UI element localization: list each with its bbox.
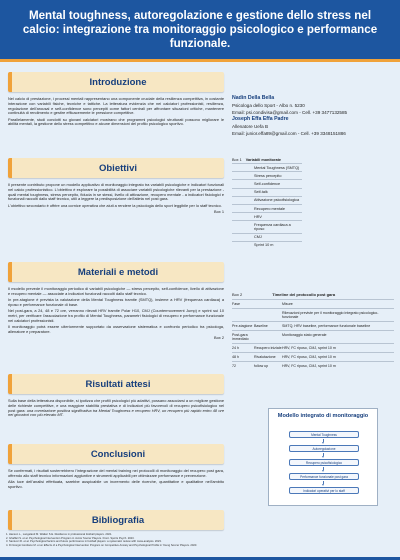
box2-cell — [254, 333, 282, 341]
author2-role: Allenatore Uefa B — [232, 124, 269, 129]
box1-item: HRV — [232, 212, 302, 220]
conclusioni-title: Conclusioni — [90, 448, 146, 460]
box2-cell: SMTQ, HRV baseline, performance funzionale baseline — [282, 324, 371, 328]
risultati-title: Risultati attesi — [85, 378, 151, 390]
obiettivi-title: Obiettivi — [98, 162, 137, 174]
metodi-paragraph: Nel post-gara, a 24, 48 e 72 ore, verranno rilevati HRV tramite Polar H10, CMJ (Countermovement Jump) e sprint sui 10 metri, per verificare l'associazione tra profilo di Mental Toughness, parametri fisiologici di recupero e performance funzionale nei calciatori professionisti. — [8, 308, 224, 323]
box2-cell: 24 h — [232, 346, 239, 350]
box2-cell: HRV, FC riposo, CMJ, sprint 10 m — [282, 355, 336, 359]
box2-cell: Post-gara immediato — [232, 333, 249, 341]
box1-item: CMJ — [232, 233, 302, 241]
box2-cell — [254, 311, 282, 319]
obiettivi-box-ref: Box 1 — [214, 208, 224, 214]
bibliografia-ref: 1. Hanson L., Langeland M. Walker S.E. Resilience in professional football players. 2021. — [6, 533, 113, 536]
box2-cell: Rivalutazione — [254, 355, 276, 359]
box2-row — [232, 330, 394, 343]
box2-cell: Pre-stagione — [232, 324, 253, 328]
box1-item: Attivazione psicofisiologica — [232, 196, 302, 204]
box1-item: Sprint 10 m — [232, 241, 302, 249]
diagram-title: Modello integrato di monitoraggio — [277, 413, 369, 419]
box1-item: Self-confidence — [232, 179, 302, 187]
box2-header-cell: Misure — [282, 302, 293, 306]
arrow-down-icon — [323, 467, 324, 470]
introduzione-title: Introduzione — [89, 76, 147, 88]
box2-cell: follow up — [254, 364, 269, 368]
poster-title: Mental toughness, autoregolazione e gestione dello stress nel calcio: integrazione tra monitoraggio psicologico e performance funzionale. — [22, 8, 378, 50]
box2-cell: 72 — [232, 364, 236, 368]
metodi-paragraph: In pre-stagione è prevista la valutazione della Mental Toughness tramite (SMTQ), insieme a HRV (frequenza cardiaca) a riposo e performance funzionale di base. — [8, 297, 224, 307]
box2-cell: Baseline — [254, 324, 268, 328]
section-header-bibliografia — [8, 510, 224, 530]
obiettivi-paragraph: L'obiettivo secondario è offrire una cornice operativa che aiuti a rendere la psicologia dello sport leggibile per lo staff tecnico. — [8, 202, 222, 208]
box1-label: Box 1 — [232, 158, 242, 162]
box2-cell: 48 h — [232, 355, 239, 359]
introduzione-paragraph: Parallelamente, studi condotti su giovani calciatori mostrano che programmi psicologici strutturati possono migliorare le abilità mentali, la gestione dello stress competitivo e alcune dimensioni del profilo psicologico sportivo. — [8, 116, 224, 127]
box2-row — [232, 308, 394, 321]
introduzione-body — [8, 97, 224, 129]
bibliografia-list — [6, 533, 394, 548]
diagram-step: Performance funzionale post gara — [289, 473, 359, 480]
bibliografia-title: Bibliografia — [91, 514, 145, 526]
box2-cell: Rilevazioni previste per il monitoraggio integrato psicologico-funzionale — [282, 311, 379, 319]
box2-row — [232, 352, 394, 361]
box2-cell — [232, 311, 254, 319]
risultati-emph-text: una correlazione positiva significativa tra Mental Toughness e recupero HRV, un recupero più rapido entro 48 ore nei giocatori con più elevato MT. — [8, 407, 224, 418]
diagram-step: Autoregolazione — [289, 445, 359, 452]
box2-row — [232, 343, 394, 352]
risultati-paragraph — [8, 399, 224, 418]
author2-contact: Email: junior.effa89@gmail.com - Cell. +39 3348151886 — [232, 131, 346, 136]
arrow-down-icon — [323, 481, 324, 484]
risultati-main-text: Sulla base della letteratura disponibile, si ipotizza che profili psicologici più adattivi, possano associarsi a un migliore gestione delle richieste competitive, e una maggiore stabilità prestativa e di indicatori più favorevoli di recupero psicofisiologico nel post gara: — [8, 398, 224, 413]
box2-header-cell — [254, 302, 282, 306]
box2-label: Box 2 — [232, 292, 243, 297]
section-header-risultati — [8, 374, 224, 394]
section-header-introduzione — [8, 72, 224, 92]
author1-name: Nadin Della Bella — [232, 95, 275, 101]
box1-item: Self-talk — [232, 188, 302, 196]
introduzione-paragraph: Nel calcio di prestazione, i processi mentali rappresentano una componente cruciale della resilienza competitiva, in costante interazione con variabili fisiche, tecniche e tattiche. La letteratura evidenzia che nei calciatori professionisti, resilienza, regolazione dell'arousal e self-confidence sono percepiti come fattori centrali per affrontare situazioni critiche, mantenere continuità di rendimento e gestire efficacemente le pressione competitive. — [8, 96, 224, 116]
bibliografia-ref: 2. Ghaffari S. et al. Psychological Intervention Program in Junior Soccer Players. Front. Sports Psych. 2023. — [6, 536, 135, 540]
box2-cell: Monitoraggio stato generale — [282, 333, 327, 337]
section-header-conclusioni — [8, 444, 224, 464]
bibliografia-ref: 4. Di Giorgio Giordano M. et al. Effects of a Psychological Intervention Program on Competitive Anxiety and Psychological Profile in Young Soccer Players. 2023. — [6, 544, 198, 548]
metodi-paragraph: Il monitoraggio potrà essere ulteriormente supportato da osservazione sistematica e confronto periodico tra psicologa, allenatore e preparatore. — [8, 324, 224, 334]
obiettivi-body — [8, 183, 224, 215]
box2-cell: HRV, FC riposo, CMJ, sprint 10 m — [282, 364, 336, 368]
diagram-step: Indicatori operativi per lo staff — [289, 487, 359, 494]
section-header-metodi — [8, 262, 224, 282]
arrow-down-icon — [323, 439, 324, 442]
box2-header-cell: Fase — [232, 302, 240, 306]
diagram-modello-integrato — [268, 408, 378, 506]
box1-item: Stress percepito — [232, 171, 302, 179]
poster-title-bar — [0, 0, 400, 62]
conclusioni-paragraph: Alla luce dell'analisi effettuata, sarebbe auspicabile un incremento delle ricerche, quantitative e qualitative nell'ambito sportivo. — [8, 479, 224, 489]
author1-role: Psicologa dello Sport - Albo n. 5230 — [232, 103, 305, 108]
metodi-body — [8, 287, 224, 341]
arrow-down-icon — [323, 453, 324, 456]
authors-block — [232, 95, 392, 137]
box1-item: Mental Toughness (SMTQ) — [232, 163, 302, 171]
conclusioni-paragraph: Se confermati, i risultati sosterrebbero l'integrazione del mental training nei protocolli di monitoraggio del recupero post gara, offrendo allo staff tecnico informazioni aggiuntive e strumenti applicabili per ottimizzare performance e prevenzione. — [8, 468, 224, 478]
box2-header-row — [232, 299, 394, 308]
metodi-box-ref: Box 2 — [214, 335, 224, 341]
box1-title: Variabili monitorate — [245, 158, 281, 162]
conclusioni-body — [8, 469, 224, 491]
box2-cell: HRV, FC riposo, CMJ, sprint 10 m — [282, 346, 336, 350]
diagram-step: Recupero psicofisiologico — [289, 459, 359, 466]
box2-timeline — [232, 292, 394, 370]
box2-title: Timeline del protocollo post gara — [272, 292, 336, 297]
section-header-obiettivi — [8, 158, 224, 178]
diagram-step: Mental Toughness — [289, 431, 359, 438]
box1-item: Frequenza cardiaca a riposo — [232, 220, 302, 232]
risultati-body — [8, 399, 224, 420]
box1-item: Recupero mentale — [232, 204, 302, 212]
box2-cell: Recupero iniziale — [254, 346, 282, 350]
box2-row — [232, 321, 394, 330]
box1-variabili — [232, 158, 302, 249]
obiettivi-paragraph: Il presente contributo propone un modello applicativo di monitoraggio integrato tra variabili psicologiche e indicatori funzionali nel calcio professionistico. L'obiettivo è esplorare la possibilità di associare variabili psicologiche rilevanti per la prestazione - quali mental toughness, stress percepito, fiducia in se stessi, livello di attivazione, recupero mentale - a indicatori fisiologici e funzionali raccolti dallo staff tecnico, utili a leggere la predisposizione dell'atleta nel post gara. — [8, 182, 224, 202]
metodi-title: Materiali e metodi — [77, 266, 159, 278]
box2-row — [232, 361, 394, 370]
metodi-paragraph: Il modello prevede il monitoraggio periodico di variabili psicologiche — stress percepito, self-confidence, livello di attivazione e recupero mentale — associate a indicatori funzionali raccolti dallo staff tecnico. — [8, 286, 224, 296]
bibliografia-ref: 3. Santucci R. et al. Psychological factors and future performance in football players: a systematic review with meta-analysis. 2023. — [6, 540, 162, 544]
author2-name: Joseph Effa Effa Padre — [232, 116, 289, 122]
author1-contact: Email: psi.condivisa@gmail.com - Cell. +39 3477132585 — [232, 110, 348, 115]
